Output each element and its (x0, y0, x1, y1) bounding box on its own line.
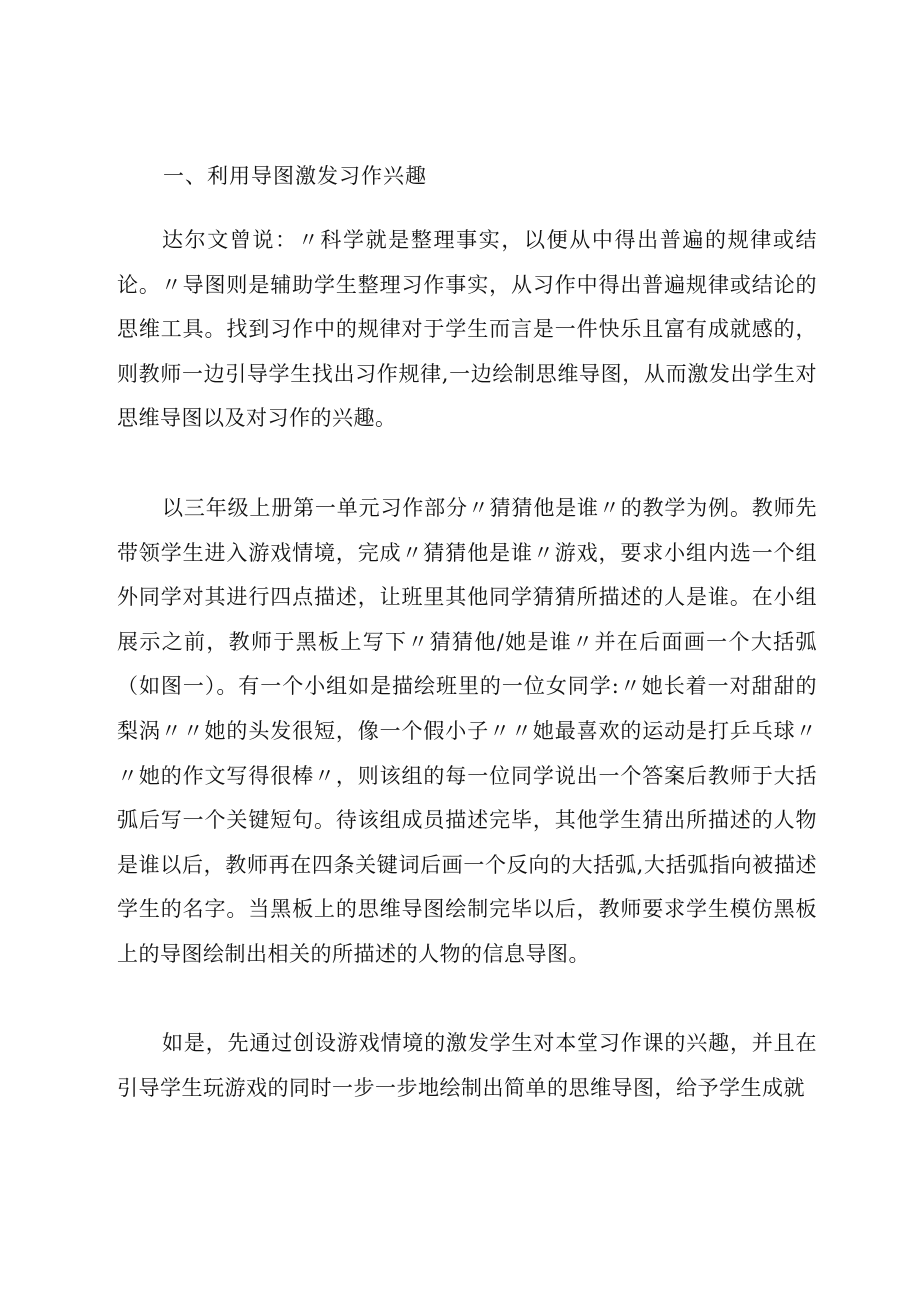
paragraph-conclusion: 如是，先通过创设游戏情境的激发学生对本堂习作课的兴趣，并且在引导学生玩游戏的同时一步一步地绘制出简单的思维导图，给予学生成就 (117, 1031, 817, 1100)
paragraph-example: 以三年级上册第一单元习作部分〃猜猜他是谁〃的教学为例。教师先带领学生进入游戏情境，完成〃猜猜他是谁〃游戏，要求小组内选一个组外同学对其进行四点描述，让班里其他同学猜猜所描述的人是谁。在小组展示之前，教师于黑板上写下〃猜猜他/她是谁〃并在后面画一个大括弧（如图一）。有一个小组如是描绘班里的一位女同学:〃她长着一对甜甜的梨涡〃〃她的头发很短，像一个假小子〃〃她最喜欢的运动是打乒乓球〃〃她的作文写得很棒〃，则该组的每一位同学说出一个答案后教师于大括弧后写一个关键短句。待该组成员描述完毕，其他学生猜出所描述的人物是谁以后，教师再在四条关键词后画一个反向的大括弧,大括弧指向被描述学生的名字。当黑板上的思维导图绘制完毕以后，教师要求学生模仿黑板上的导图绘制出相关的所描述的人物的信息导图。 (117, 496, 817, 966)
section-heading: 一、利用导图激发习作兴趣 (163, 164, 427, 188)
paragraph-darwin: 达尔文曾说：〃科学就是整理事实，以便从中得出普遍的规律或结论。〃导图则是辅助学生整理习作事实，从习作中得出普遍规律或结论的思维工具。找到习作中的规律对于学生而言是一件快乐且富有成就感的，则教师一边引导学生找出习作规律,一边绘制思维导图，从而激发出学生对思维导图以及对习作的兴趣。 (117, 228, 817, 431)
